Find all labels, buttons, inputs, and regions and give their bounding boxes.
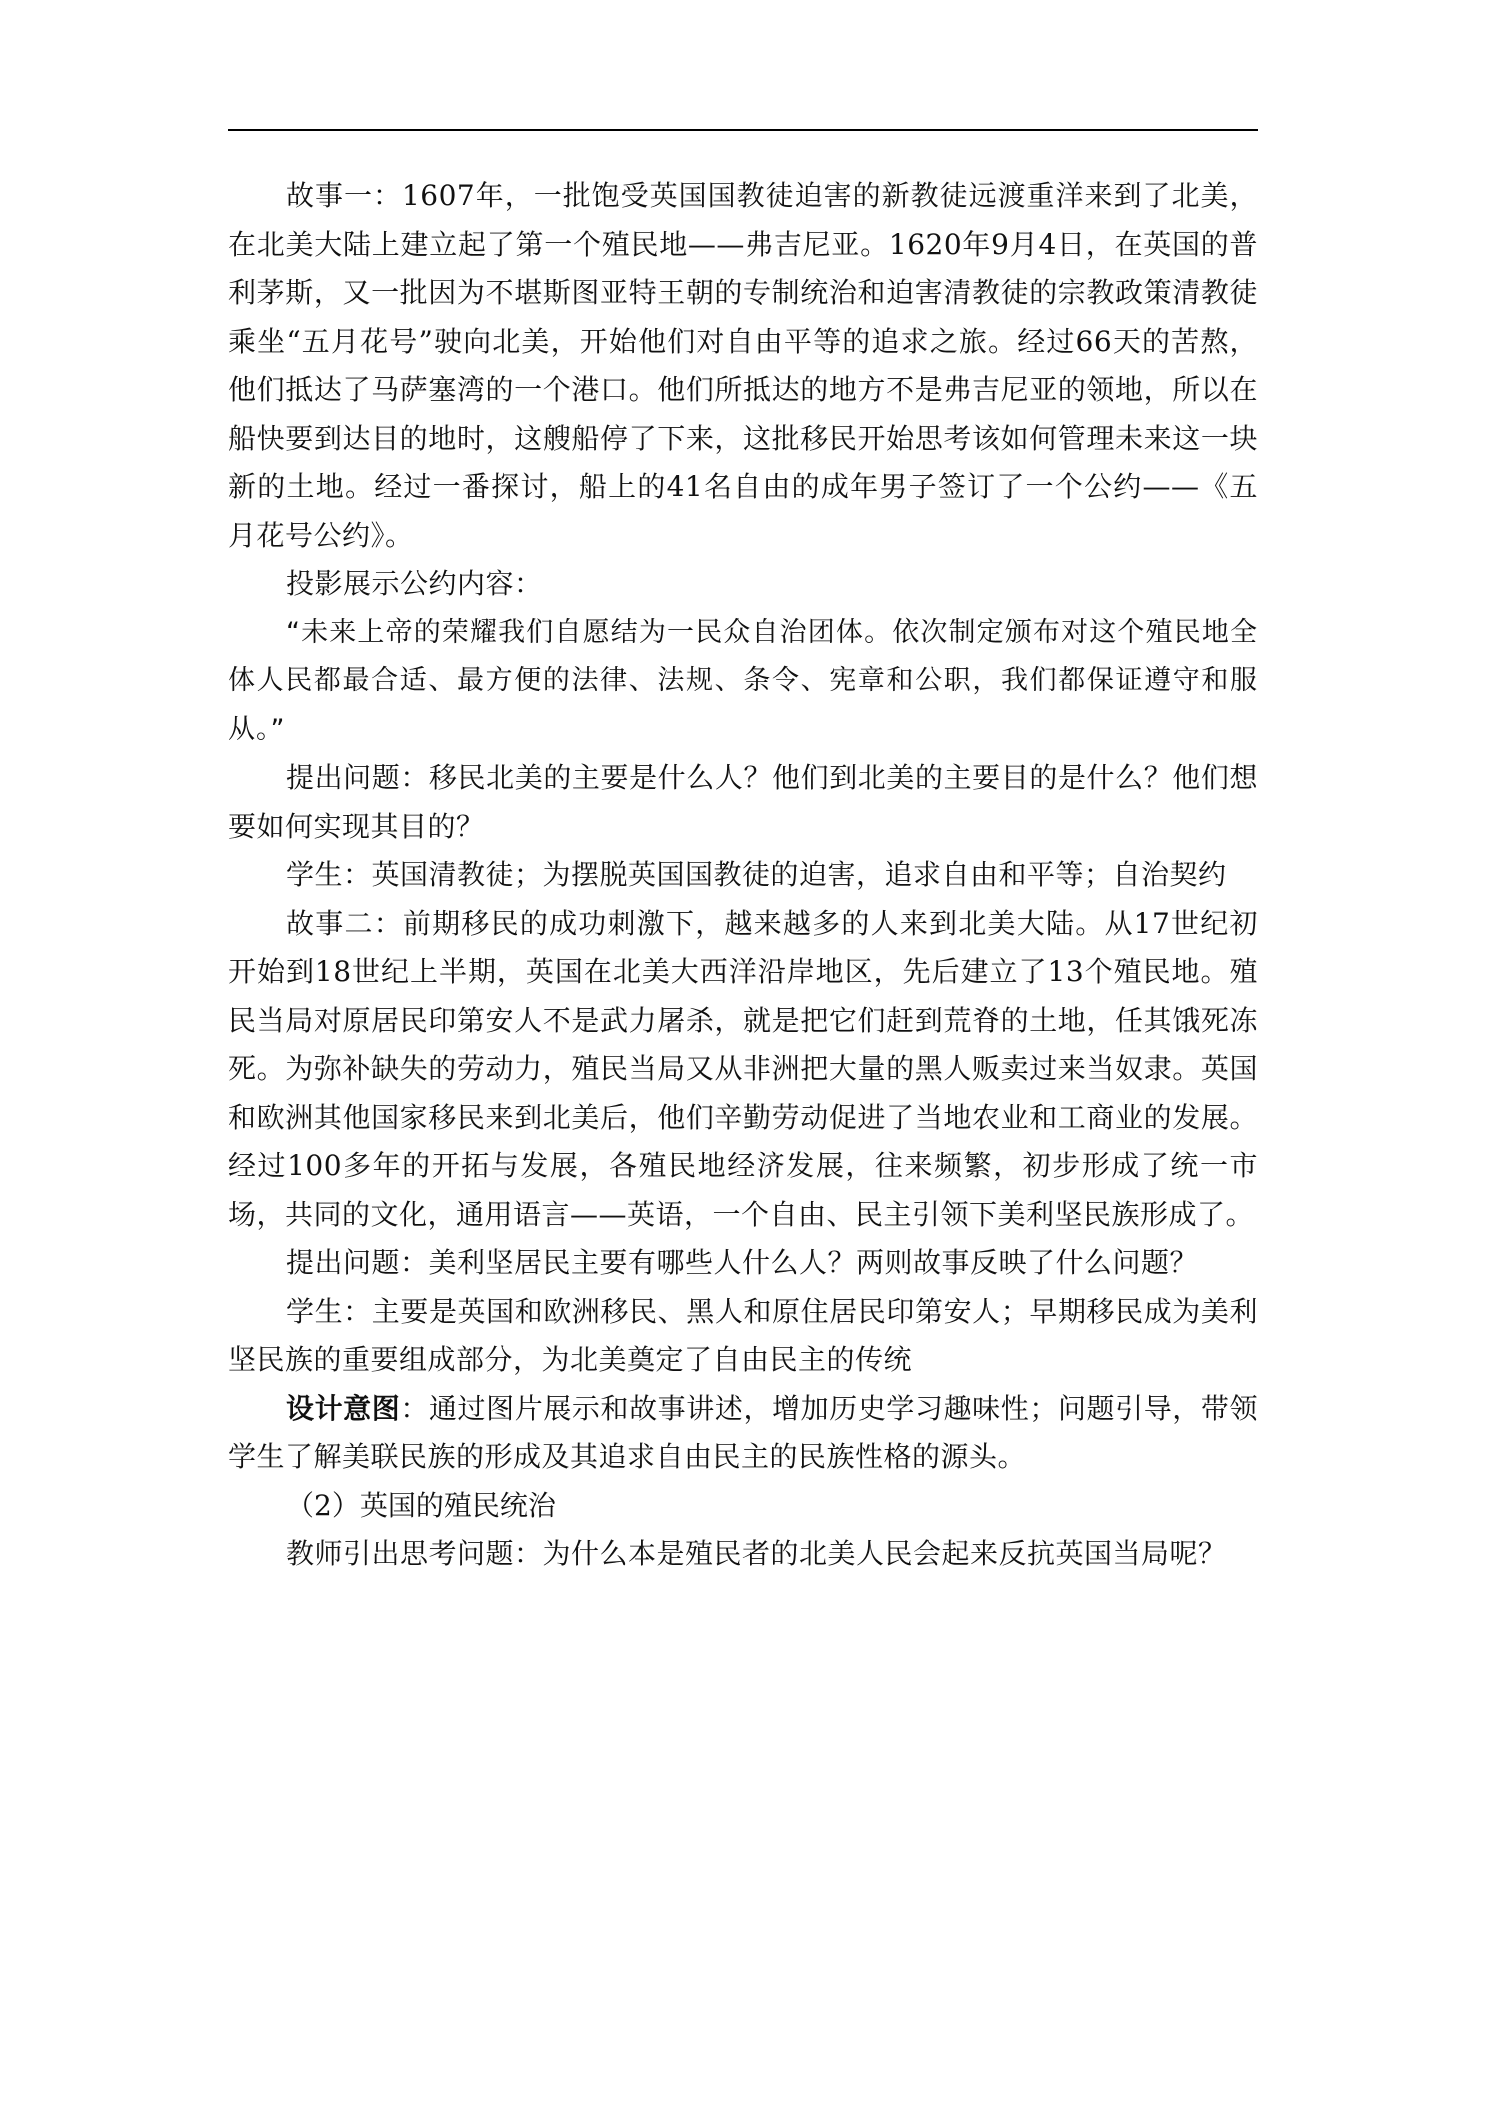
paragraph-projection-intro: 投影展示公约内容： bbox=[286, 567, 543, 600]
paragraph-story-one: 故事一：1607年，一批饱受英国国教徒迫害的新教徒远渡重洋来到了北美，在北美大陆上建立起了第一个殖民地——弗吉尼亚。1620年9月4日，在英国的普利茅斯，又一批因为不堪斯图亚特王朝的专制统治和迫害清教徒的宗教政策清教徒乘坐“五月花号”驶向北美，开始他们对自由平等的追求之旅。经过66天的苦熬，他们抵达了马萨塞湾的一个港口。他们所抵达的地方不是弗吉尼亚的领地，所以在船快要到达目的地时，这艘船停了下来，这批移民开始思考该如何管理未来这一块新的土地。经过一番探讨，船上的41名自由的成年男子签订了一个公约——《五月花号公约》。 bbox=[228, 179, 1258, 552]
design-intent-text: ：通过图片展示和故事讲述，增加历史学习趣味性；问题引导，带领学生了解美联民族的形成及其追求自由民主的民族性格的源头。 bbox=[228, 1391, 1258, 1473]
paragraph-design-intent bbox=[228, 1385, 1258, 1482]
mayflower-compact-quote: “未来上帝的荣耀我们自愿结为一民众自治团体。依次制定颁布对这个殖民地全体人民都最合适、最方便的法律、法规、条令、宪章和公职，我们都保证遵守和服从。” bbox=[228, 616, 1258, 745]
paragraph-story-two: 故事二：前期移民的成功刺激下，越来越多的人来到北美大陆。从17世纪初开始到18世纪上半期，英国在北美大西洋沿岸地区，先后建立了13个殖民地。殖民当局对原居民印第安人不是武力屠杀，就是把它们赶到荒脊的土地，任其饿死冻死。为弥补缺失的劳动力，殖民当局又从非洲把大量的黑人贩卖过来当奴隶。英国和欧洲其他国家移民来到北美后，他们辛勤劳动促进了当地农业和工商业的发展。经过100多年的开拓与发展，各殖民地经济发展，往来频繁，初步形成了统一市场，共同的文化，通用语言——英语，一个自由、民主引领下美利坚民族形成了。 bbox=[228, 906, 1258, 1231]
paragraph-answer-two: 学生：主要是英国和欧洲移民、黑人和原住居民印第安人；早期移民成为美利坚民族的重要组成部分，为北美奠定了自由民主的传统 bbox=[228, 1294, 1258, 1376]
paragraph-teacher-question: 教师引出思考问题：为什么本是殖民者的北美人民会起来反抗英国当局呢？ bbox=[286, 1537, 1227, 1570]
document-body bbox=[228, 172, 1258, 1579]
section-heading-colonial-rule: （2）英国的殖民统治 bbox=[286, 1488, 556, 1522]
header-rule bbox=[228, 129, 1258, 131]
paragraph-question-two: 提出问题：美利坚居民主要有哪些人什么人？两则故事反映了什么问题？ bbox=[286, 1246, 1199, 1279]
paragraph-answer-one: 学生：英国清教徒；为摆脱英国国教徒的迫害，追求自由和平等；自治契约 bbox=[286, 858, 1227, 891]
design-intent-label: 设计意图 bbox=[286, 1391, 401, 1425]
paragraph-question-one: 提出问题：移民北美的主要是什么人？他们到北美的主要目的是什么？他们想要如何实现其目的？ bbox=[228, 761, 1258, 843]
